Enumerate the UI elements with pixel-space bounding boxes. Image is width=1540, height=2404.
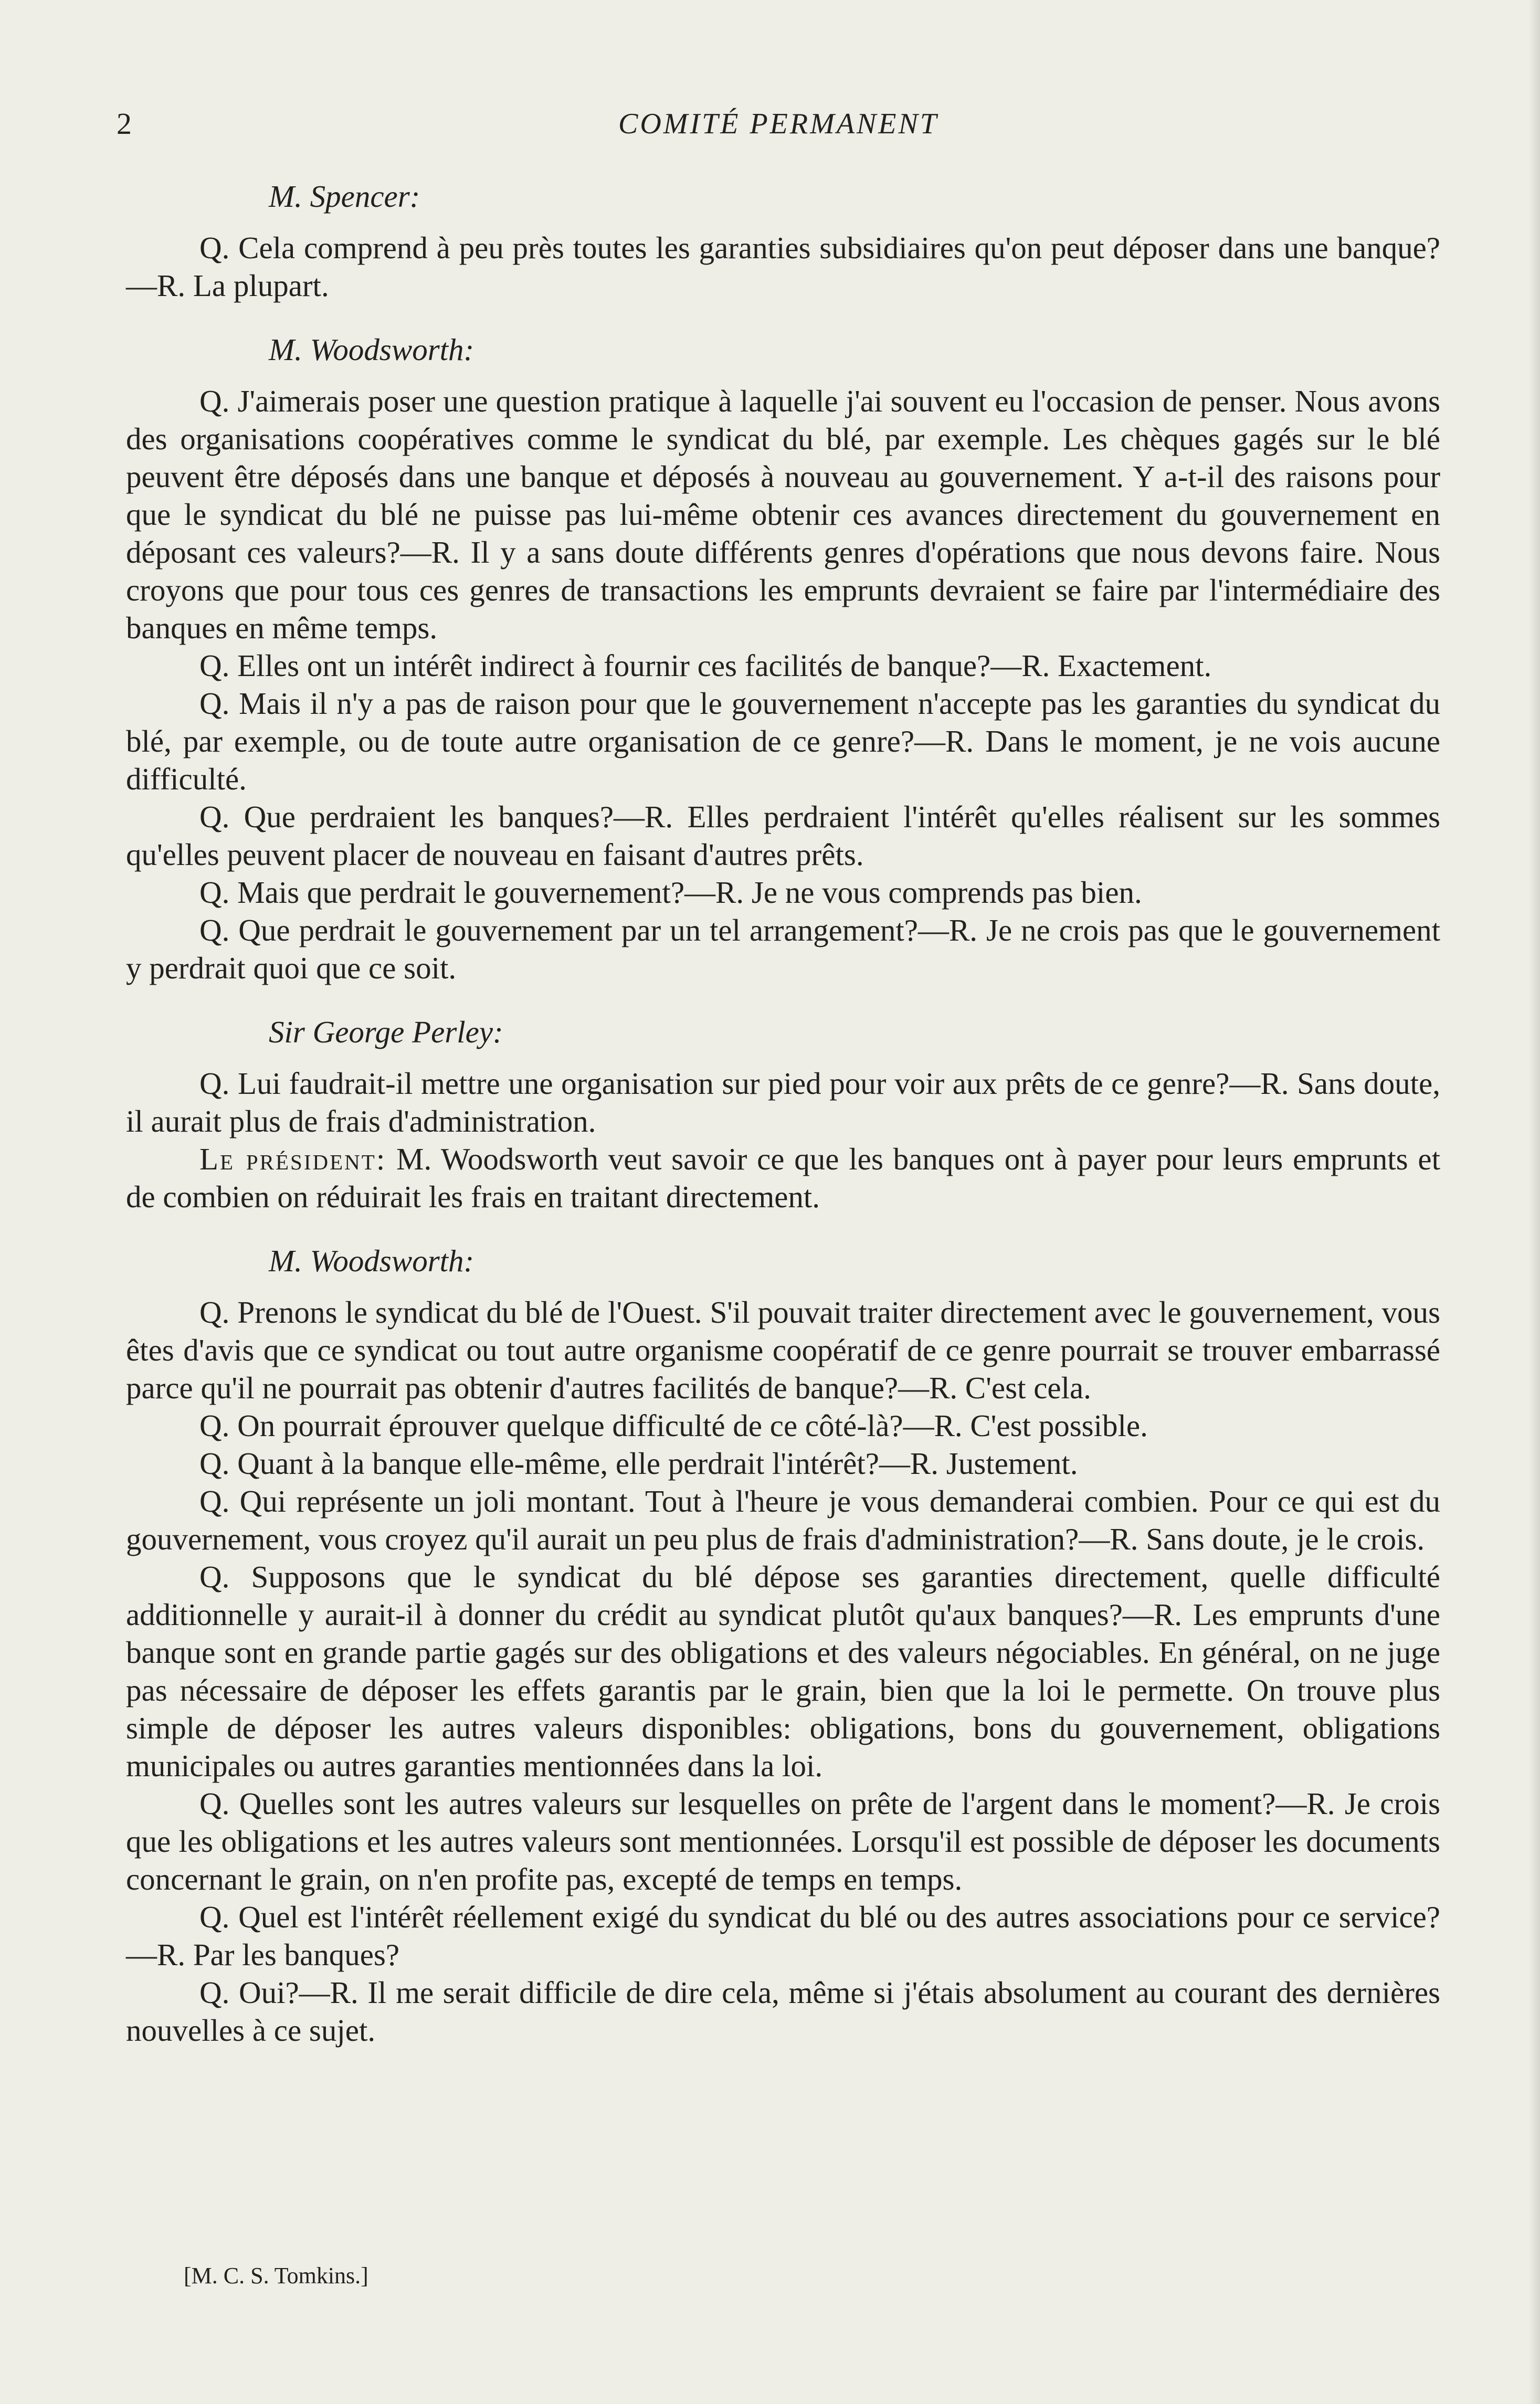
question-paragraph: Q. Mais que perdrait le gouvernement?—R. Je ne vous comprends pas bien. [199,875,1142,910]
question-paragraph: Q. Lui faudrait-il mettre une organisation sur pied pour voir aux prêts de ce genre?—R. Sans doute, il aurait plus de frais d'administration. [126,1066,1440,1138]
chairman-statement [126,1140,1440,1216]
speaker-heading: M. Woodsworth: [269,1243,474,1278]
page-header [117,103,1440,145]
question-paragraph: Q. Elles ont un intérêt indirect à fournir ces facilités de banque?—R. Exactement. [199,648,1212,683]
question-paragraph: Q. Supposons que le syndicat du blé dépose ses garanties directement, quelle difficulté additionnelle y aurait-il à donner du crédit au syndicat plutôt qu'aux banques?—R. Les emprunts d'une banque sont en grande partie gagés sur des obligations et des valeurs négociables. En général, on ne juge pas nécessaire de déposer les effets garantis par le grain, bien que la loi le permette. On trouve plus simple de déposer les autres valeurs disponibles: obligations, bons du gouvernement, obligations municipales ou autres garanties mentionnées dans la loi. [126,1559,1440,1783]
question-paragraph: Q. Que perdrait le gouvernement par un tel arrangement?—R. Je ne crois pas que le gouvernement y perdrait quoi que ce soit. [126,913,1440,985]
speaker-heading: Sir George Perley: [269,1015,503,1049]
question-paragraph: Q. J'aimerais poser une question pratique à laquelle j'ai souvent eu l'occasion de penser. Nous avons des organisations coopératives comme le syndicat du blé, par exemple. Les chèques gagés sur le blé peuvent être déposés dans une banque et déposés à nouveau au gouvernement. Y a-t-il des raisons pour que le syndicat du blé ne puisse pas lui-même obtenir ces avances directement du gouvernement en déposant ces valeurs?—R. Il y a sans doute différents genres d'opérations que nous devons faire. Nous croyons que pour tous ces genres de transactions les emprunts devraient se faire par l'intermédiaire des banques en même temps. [126,384,1440,645]
speaker-heading: M. Woodsworth: [269,332,474,367]
question-paragraph: Q. Quant à la banque elle-même, elle perdrait l'intérêt?—R. Justement. [199,1446,1078,1481]
chairman-text: M. Woodsworth veut savoir ce que les banques ont à payer pour leurs emprunts et de combien on réduirait les frais en traitant directement. [126,1142,1440,1214]
question-paragraph: Q. Cela comprend à peu près toutes les garanties subsidiaires qu'on peut déposer dans une banque?—R. La plupart. [126,230,1440,303]
chairman-label: Le président: [199,1142,387,1176]
question-paragraph: Q. Que perdraient les banques?—R. Elles perdraient l'intérêt qu'elles réalisent sur les sommes qu'elles peuvent placer de nouveau en faisant d'autres prêts. [126,799,1440,872]
speaker-heading: M. Spencer: [269,179,420,214]
page-edge-shadow [1528,0,1540,2404]
question-paragraph: Q. Oui?—R. Il me serait difficile de dire cela, même si j'étais absolument au courant des dernières nouvelles à ce sujet. [126,1975,1440,2048]
reporter-footnote: [M. C. S. Tomkins.] [184,2263,368,2289]
question-paragraph: Q. Quelles sont les autres valeurs sur lesquelles on prête de l'argent dans le moment?—R. Je crois que les obligations et les autres valeurs sont mentionnées. Lorsqu'il est possible de déposer les documents concernant le grain, on n'en profite pas, excepté de temps en temps. [126,1786,1440,1896]
running-title: COMITÉ PERMANENT [618,108,938,140]
transcript-body [126,177,1440,2049]
page-number: 2 [117,107,132,141]
question-paragraph: Q. Prenons le syndicat du blé de l'Ouest. S'il pouvait traiter directement avec le gouvernement, vous êtes d'avis que ce syndicat ou tout autre organisme coopératif de ce genre pourrait se trouver embarrassé parce qu'il ne pourrait pas obtenir d'autres facilités de banque?—R. C'est cela. [126,1295,1440,1405]
question-paragraph: Q. On pourrait éprouver quelque difficulté de ce côté-là?—R. C'est possible. [199,1408,1148,1443]
question-paragraph: Q. Mais il n'y a pas de raison pour que le gouvernement n'accepte pas les garanties du syndicat du blé, par exemple, ou de toute autre organisation de ce genre?—R. Dans le moment, je ne vois aucune difficulté. [126,686,1440,796]
question-paragraph: Q. Qui représente un joli montant. Tout à l'heure je vous demanderai combien. Pour ce qui est du gouvernement, vous croyez qu'il aurait un peu plus de frais d'administration?—R. Sans doute, je le crois. [126,1484,1440,1556]
question-paragraph: Q. Quel est l'intérêt réellement exigé du syndicat du blé ou des autres associations pour ce service?—R. Par les banques? [126,1900,1440,1972]
